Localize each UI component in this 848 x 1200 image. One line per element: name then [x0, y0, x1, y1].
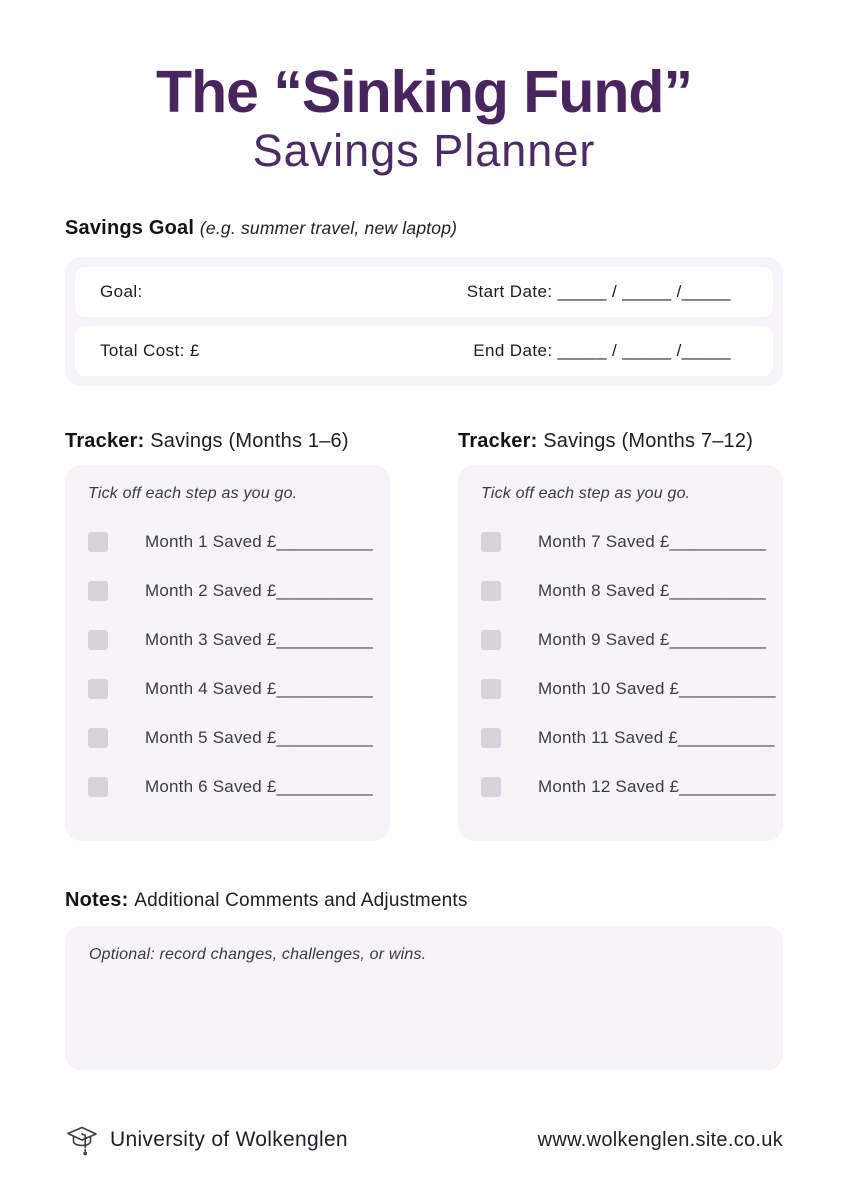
tracker-1-heading — [65, 430, 390, 453]
month-12-checkbox[interactable] — [481, 777, 501, 797]
month-3-checkbox[interactable] — [88, 630, 108, 650]
notes-box[interactable] — [65, 926, 783, 1070]
savings-goal-heading — [65, 217, 783, 240]
footer-url[interactable]: www.wolkenglen.site.co.uk — [537, 1128, 783, 1151]
tracker-2-heading — [458, 430, 783, 453]
tracker-months-7-12 — [458, 430, 783, 841]
month-12-label: Month 12 Saved £__________ — [538, 777, 776, 797]
notes-hint: Optional: record changes, challenges, or wins. — [89, 946, 427, 964]
tracker-2-box — [458, 465, 783, 841]
footer-brand — [65, 1122, 348, 1158]
month-9-checkbox[interactable] — [481, 630, 501, 650]
month-row — [481, 532, 767, 552]
month-row — [481, 581, 767, 601]
notes-heading — [65, 889, 783, 912]
tracker-1-heading-text: Savings (Months 1–6) — [150, 430, 349, 453]
total-cost-field[interactable]: Total Cost: £ — [100, 341, 200, 361]
month-row — [88, 581, 374, 601]
page-title: The “Sinking Fund” — [156, 59, 692, 125]
month-6-label: Month 6 Saved £__________ — [145, 777, 374, 797]
savings-goal-box — [65, 257, 783, 386]
month-row — [88, 630, 374, 650]
month-2-checkbox[interactable] — [88, 581, 108, 601]
trackers-section — [65, 430, 783, 841]
month-10-label: Month 10 Saved £__________ — [538, 679, 776, 699]
month-2-label: Month 2 Saved £__________ — [145, 581, 374, 601]
month-1-label: Month 1 Saved £__________ — [145, 532, 374, 552]
footer-organization: University of Wolkenglen — [110, 1128, 348, 1152]
month-row — [481, 630, 767, 650]
tracker-1-box — [65, 465, 390, 841]
start-date-field[interactable]: Start Date: _____ / _____ /_____ — [466, 282, 731, 302]
month-7-label: Month 7 Saved £__________ — [538, 532, 767, 552]
month-row — [88, 728, 374, 748]
goal-row — [75, 267, 773, 317]
month-row — [88, 532, 374, 552]
goal-field-label[interactable]: Goal: — [100, 282, 143, 302]
notes-heading-label: Notes: — [65, 889, 129, 912]
month-9-label: Month 9 Saved £__________ — [538, 630, 767, 650]
tracker-1-heading-label: Tracker: — [65, 430, 145, 453]
month-4-label: Month 4 Saved £__________ — [145, 679, 374, 699]
month-10-checkbox[interactable] — [481, 679, 501, 699]
month-row — [481, 679, 776, 699]
savings-goal-heading-hint: (e.g. summer travel, new laptop) — [199, 218, 458, 239]
title-block — [65, 59, 783, 176]
month-7-checkbox[interactable] — [481, 532, 501, 552]
tracker-2-hint: Tick off each step as you go. — [481, 485, 691, 503]
tracker-2-heading-text: Savings (Months 7–12) — [543, 430, 754, 453]
month-3-label: Month 3 Saved £__________ — [145, 630, 374, 650]
goal-row — [75, 326, 773, 376]
footer — [65, 1122, 783, 1158]
tracker-1-hint: Tick off each step as you go. — [88, 485, 298, 503]
graduation-cap-icon — [65, 1122, 99, 1158]
month-row — [88, 679, 374, 699]
month-5-checkbox[interactable] — [88, 728, 108, 748]
tracker-2-heading-label: Tracker: — [458, 430, 538, 453]
month-1-checkbox[interactable] — [88, 532, 108, 552]
month-5-label: Month 5 Saved £__________ — [145, 728, 374, 748]
month-6-checkbox[interactable] — [88, 777, 108, 797]
month-row — [481, 728, 775, 748]
month-row — [481, 777, 776, 797]
tracker-months-1-6 — [65, 430, 390, 841]
page-subtitle: Savings Planner — [252, 124, 596, 176]
notes-heading-text: Additional Comments and Adjustments — [134, 890, 468, 912]
month-row — [88, 777, 374, 797]
month-4-checkbox[interactable] — [88, 679, 108, 699]
month-8-label: Month 8 Saved £__________ — [538, 581, 767, 601]
end-date-field[interactable]: End Date: _____ / _____ /_____ — [473, 341, 731, 361]
month-11-checkbox[interactable] — [481, 728, 501, 748]
month-11-label: Month 11 Saved £__________ — [538, 728, 775, 748]
savings-goal-heading-label: Savings Goal — [65, 217, 195, 240]
month-8-checkbox[interactable] — [481, 581, 501, 601]
